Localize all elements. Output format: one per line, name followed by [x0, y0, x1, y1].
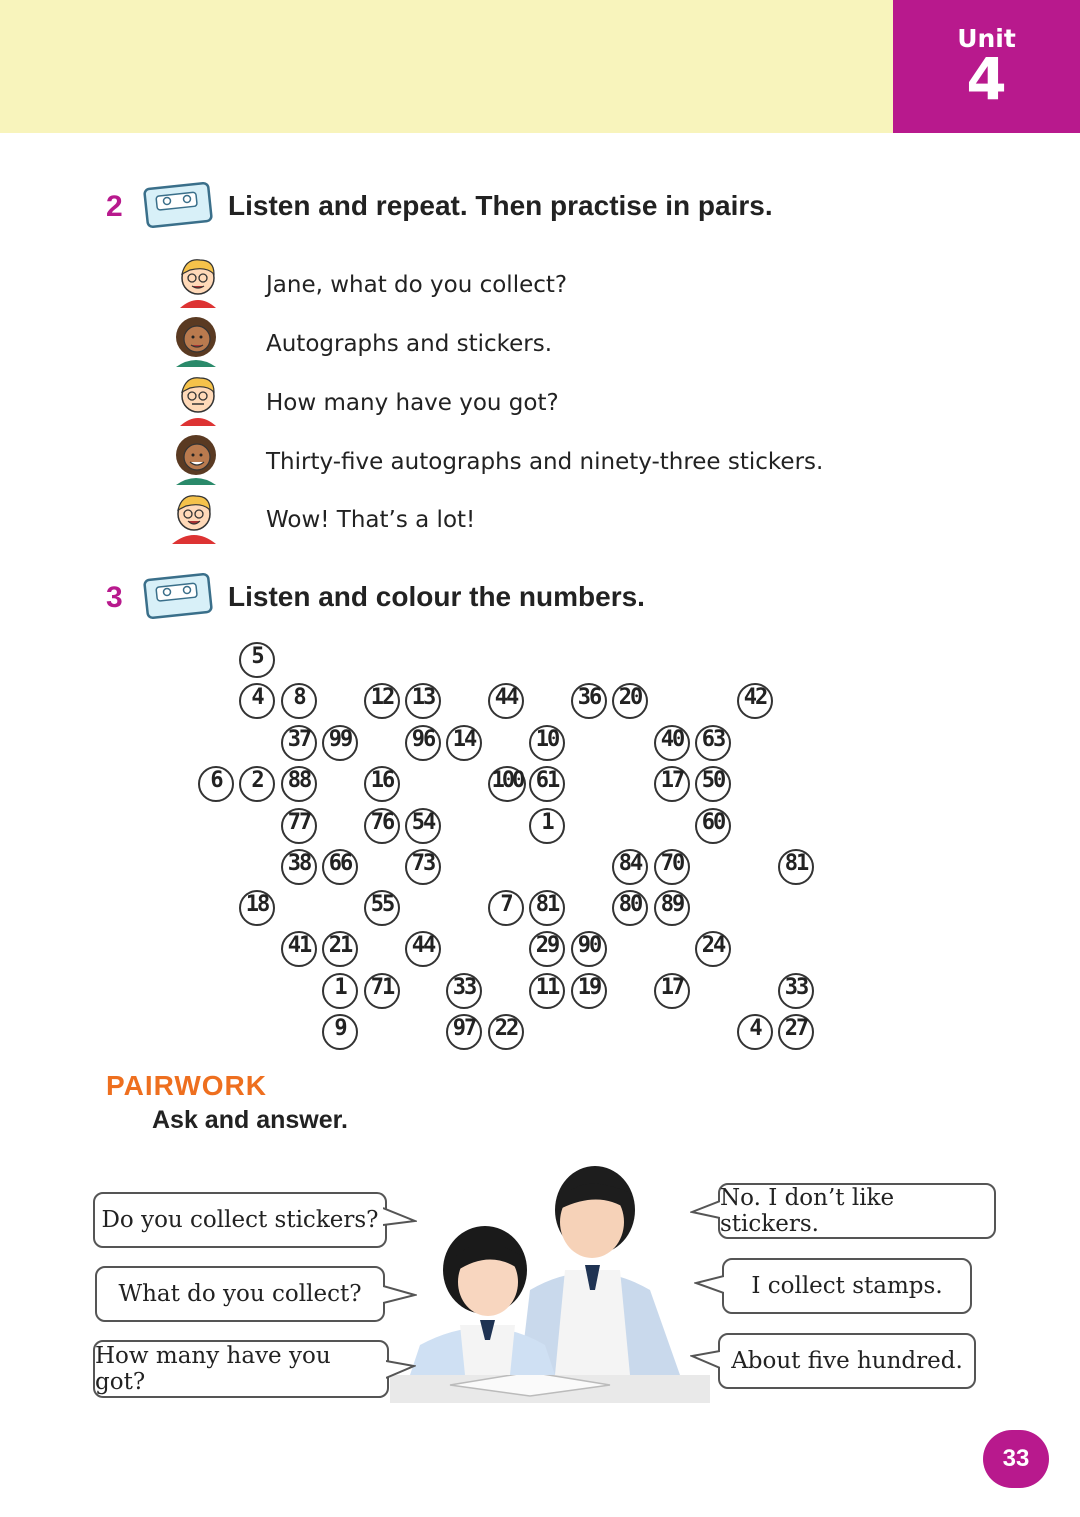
number-circle[interactable]: 60	[695, 808, 731, 844]
question-bubble	[95, 1266, 385, 1322]
number-circle[interactable]: 20	[612, 683, 648, 719]
number-circle[interactable]: 14	[446, 725, 482, 761]
dialog-line: Wow! That’s a lot!	[266, 507, 476, 533]
girl-face-icon	[168, 311, 224, 369]
pairwork-instruction: Ask and answer.	[152, 1106, 348, 1134]
question-text: What do you collect?	[118, 1281, 362, 1307]
cassette-icon	[143, 180, 213, 230]
number-circle[interactable]: 13	[405, 683, 441, 719]
number-circle[interactable]: 90	[571, 931, 607, 967]
boy-face-icon	[170, 370, 226, 428]
answer-text: No. I don’t like stickers.	[720, 1185, 895, 1237]
number-circle[interactable]: 36	[571, 683, 607, 719]
number-circle[interactable]: 7	[488, 890, 524, 926]
number-circle[interactable]: 89	[654, 890, 690, 926]
unit-label: Unit	[957, 24, 1016, 53]
number-circle[interactable]: 4	[239, 683, 275, 719]
unit-tab	[893, 0, 1080, 133]
question-text: Do you collect stickers?	[101, 1207, 379, 1233]
number-circle[interactable]: 66	[322, 849, 358, 885]
answer-text: About five hundred.	[731, 1348, 963, 1374]
bubble-tail-icon	[690, 1348, 720, 1372]
question-bubble	[93, 1340, 389, 1398]
exercise-2-number: 2	[106, 190, 123, 223]
dialog-line: Autographs and stickers.	[266, 331, 553, 357]
number-circle[interactable]: 1	[529, 808, 565, 844]
boy-face-icon	[166, 488, 222, 546]
number-circle[interactable]: 70	[654, 849, 690, 885]
bubble-tail-icon	[386, 1358, 416, 1382]
answer-bubble	[718, 1333, 976, 1389]
number-circle[interactable]: 6	[198, 766, 234, 802]
number-circle[interactable]: 17	[654, 973, 690, 1009]
number-circle[interactable]: 84	[612, 849, 648, 885]
number-circle[interactable]: 11	[529, 973, 565, 1009]
number-circle[interactable]: 33	[446, 973, 482, 1009]
question-text: How many have you got?	[95, 1343, 331, 1395]
number-circle[interactable]: 5	[239, 642, 275, 678]
number-circle[interactable]: 81	[529, 890, 565, 926]
number-circle[interactable]: 8	[281, 683, 317, 719]
question-bubble	[93, 1192, 387, 1248]
number-circle[interactable]: 10	[529, 725, 565, 761]
number-circle[interactable]: 76	[364, 808, 400, 844]
number-circle[interactable]: 44	[488, 683, 524, 719]
number-circle[interactable]: 99	[322, 725, 358, 761]
answer-text: I collect stamps.	[751, 1273, 943, 1299]
number-circle[interactable]: 18	[239, 890, 275, 926]
number-circle[interactable]: 40	[654, 725, 690, 761]
number-circle[interactable]: 24	[695, 931, 731, 967]
exercise-3-title: Listen and colour the numbers.	[228, 581, 645, 612]
pairwork-heading: PAIRWORK	[106, 1070, 267, 1101]
number-circle[interactable]: 38	[281, 849, 317, 885]
dialog-line: How many have you got?	[266, 390, 559, 416]
unit-number: 4	[966, 45, 1007, 113]
answer-bubble	[718, 1183, 996, 1239]
number-circle[interactable]: 50	[695, 766, 731, 802]
header-band	[0, 0, 893, 133]
bubble-tail-icon	[383, 1283, 417, 1307]
number-circle[interactable]: 21	[322, 931, 358, 967]
number-circle[interactable]: 71	[364, 973, 400, 1009]
number-circle[interactable]: 12	[364, 683, 400, 719]
number-circle[interactable]: 22	[488, 1014, 524, 1050]
answer-bubble	[722, 1258, 972, 1314]
number-circle[interactable]: 37	[281, 725, 317, 761]
bubble-tail-icon	[694, 1273, 724, 1297]
number-circle[interactable]: 42	[737, 683, 773, 719]
exercise-3-number: 3	[106, 581, 123, 614]
number-circle[interactable]: 80	[612, 890, 648, 926]
boy-face-icon	[170, 252, 226, 310]
bubble-tail-icon	[690, 1198, 720, 1222]
number-circle[interactable]: 4	[737, 1014, 773, 1050]
number-circle[interactable]: 100	[488, 766, 526, 802]
number-circle[interactable]: 73	[405, 849, 441, 885]
number-circle[interactable]: 88	[281, 766, 317, 802]
number-circle[interactable]: 61	[529, 766, 565, 802]
children-photo	[380, 1160, 720, 1405]
girl-face-icon	[168, 429, 224, 487]
number-circle[interactable]: 77	[281, 808, 317, 844]
number-circle[interactable]: 96	[405, 725, 441, 761]
number-circle[interactable]: 54	[405, 808, 441, 844]
number-circle[interactable]: 2	[239, 766, 275, 802]
number-circle[interactable]: 27	[778, 1014, 814, 1050]
number-circle[interactable]: 29	[529, 931, 565, 967]
number-circle[interactable]: 55	[364, 890, 400, 926]
dialog-line: Thirty-five autographs and ninety-three stickers.	[266, 449, 824, 475]
cassette-icon	[143, 571, 213, 621]
number-circle[interactable]: 63	[695, 725, 731, 761]
number-circle[interactable]: 44	[405, 931, 441, 967]
number-circle[interactable]: 41	[281, 931, 317, 967]
bubble-tail-icon	[383, 1205, 417, 1229]
number-circle[interactable]: 33	[778, 973, 814, 1009]
number-circle[interactable]: 1	[322, 973, 358, 1009]
number-circle[interactable]: 81	[778, 849, 814, 885]
dialog-line: Jane, what do you collect?	[266, 272, 568, 298]
number-circle[interactable]: 16	[364, 766, 400, 802]
exercise-2-title: Listen and repeat. Then practise in pairs.	[228, 190, 773, 221]
number-circle[interactable]: 17	[654, 766, 690, 802]
page-number: 33	[983, 1430, 1049, 1488]
number-circle[interactable]: 97	[446, 1014, 482, 1050]
number-circle[interactable]: 9	[322, 1014, 358, 1050]
number-circle[interactable]: 19	[571, 973, 607, 1009]
